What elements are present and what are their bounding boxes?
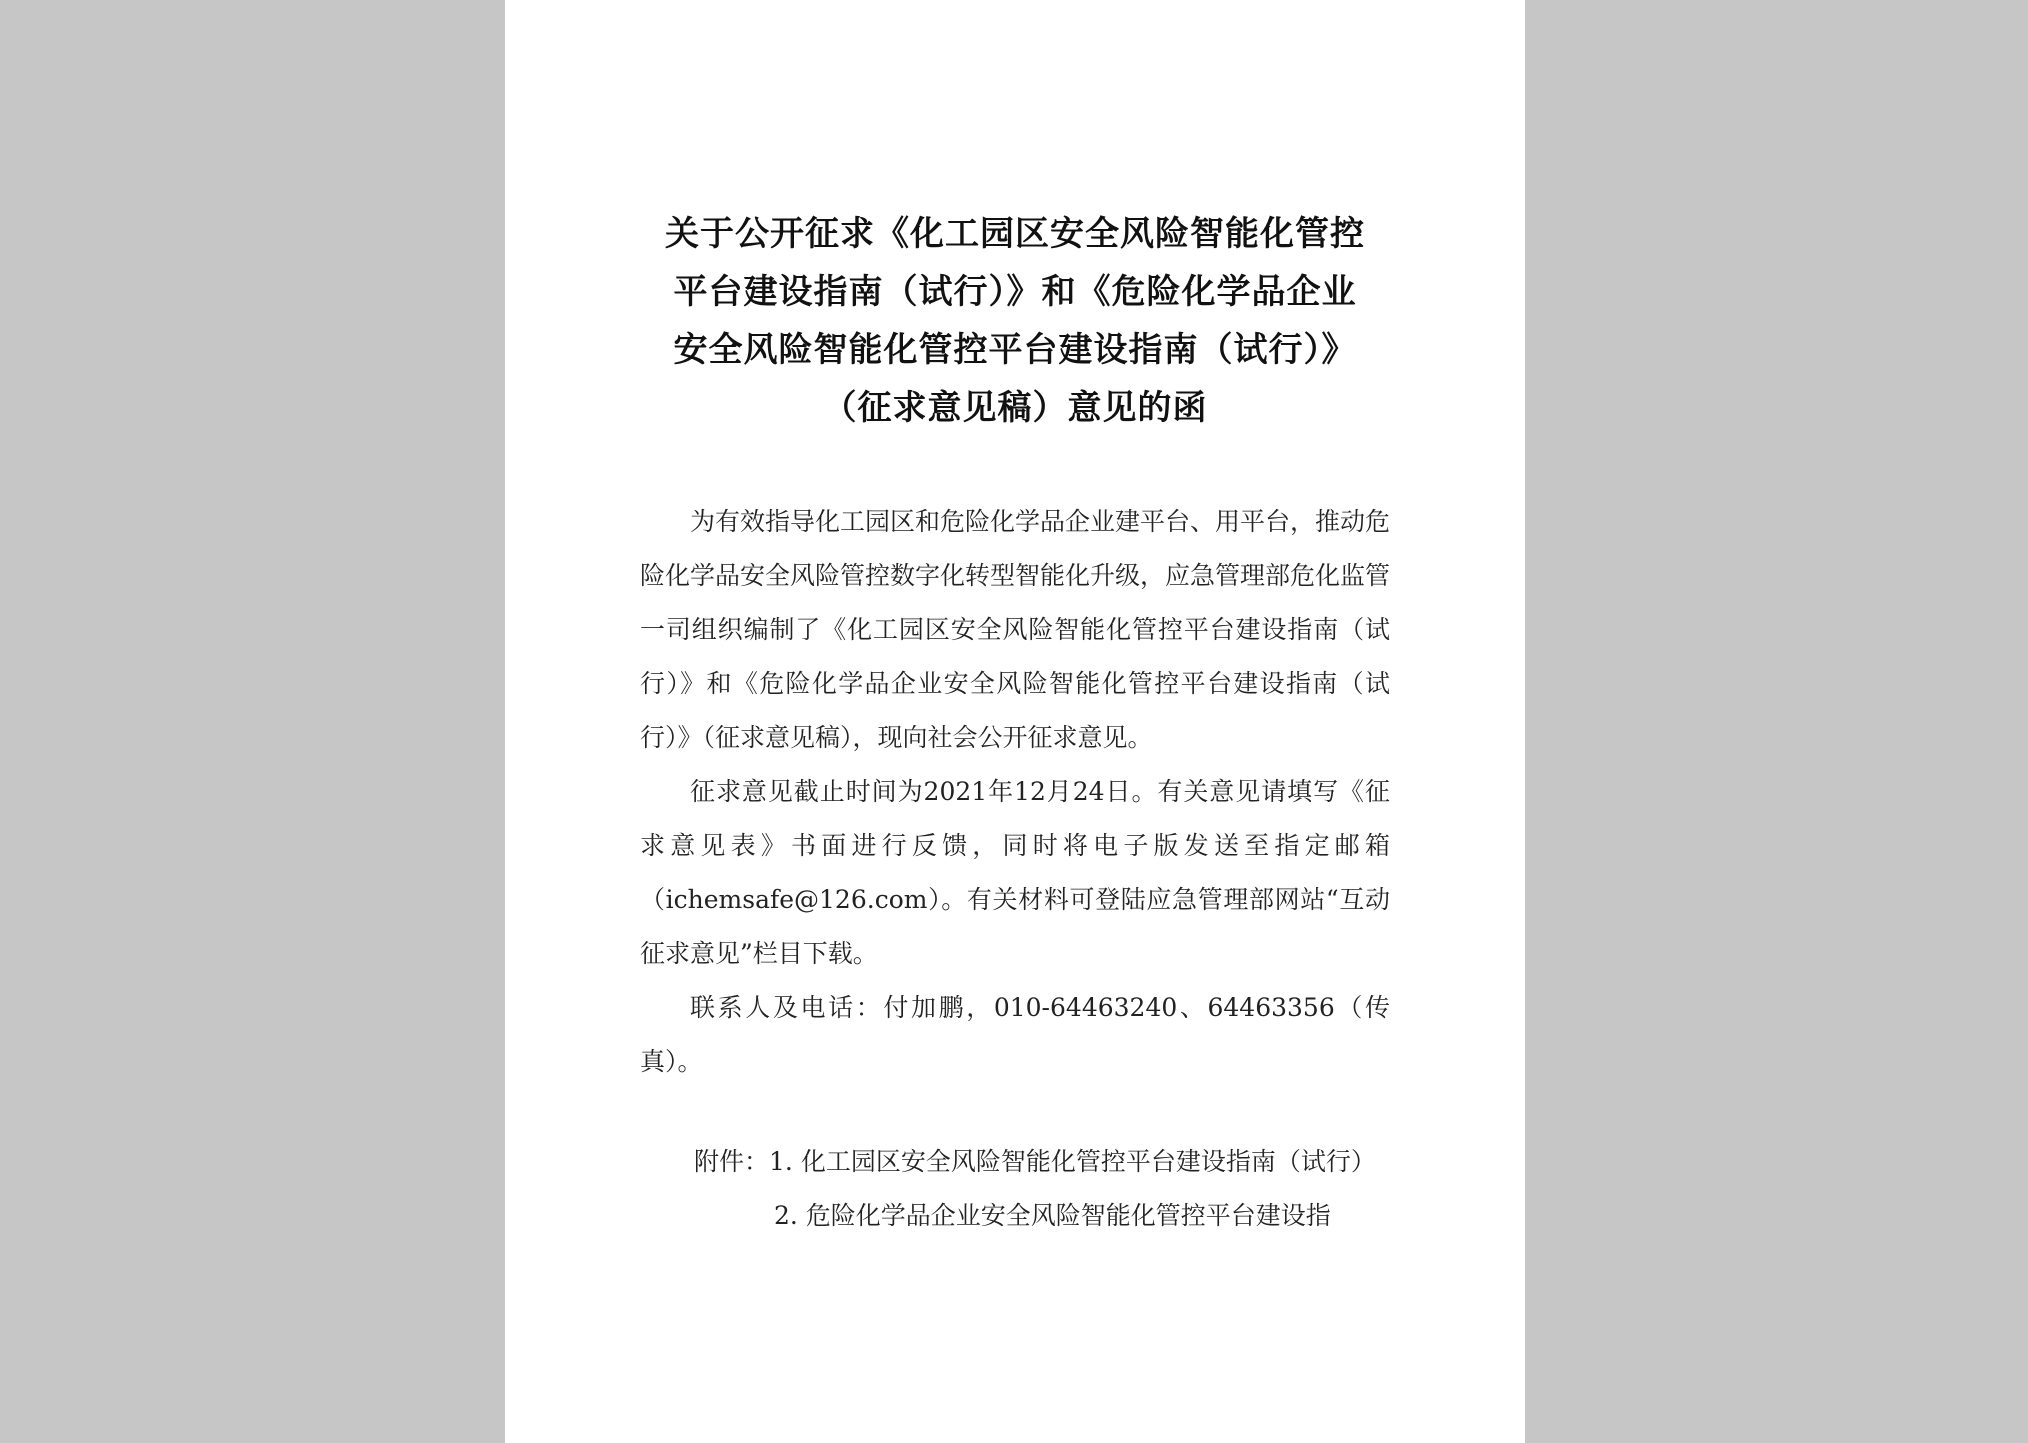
document-title	[640, 205, 1390, 437]
document-content	[640, 205, 1390, 1243]
body-paragraph: 为有效指导化工园区和危险化学品企业建平台、用平台，推动危险化学品安全风险管控数字化转型智能化升级，应急管理部危化监管一司组织编制了《化工园区安全风险智能化管控平台建设指南（试行）》和《危险化学品企业安全风险智能化管控平台建设指南（试行）》（征求意见稿），现向社会公开征求意见。	[640, 507, 1391, 752]
body-paragraph: 征求意见截止时间为2021年12月24日。有关意见请填写《征求意见表》书面进行反馈，同时将电子版发送至指定邮箱（ichemsafe@126.com）。有关材料可登陆应急管理部网站“互动 征求意见”栏目下载。	[640, 777, 1390, 968]
title-line: 平台建设指南（试行）》和《危险化学品企业	[673, 272, 1357, 312]
attachment-row	[640, 1135, 1390, 1189]
attachment-row	[640, 1189, 1390, 1243]
document-page	[505, 0, 1525, 1443]
attachments-section	[640, 1135, 1390, 1243]
attachment-item: 1. 化工园区安全风险智能化管控平台建设指南（试行）	[769, 1147, 1376, 1176]
attachments-label: 附件：	[694, 1147, 770, 1176]
attachment-item: 2. 危险化学品企业安全风险智能化管控平台建设指	[774, 1201, 1331, 1230]
contact-paragraph: 联系人及电话：付加鹏，010-64463240、64463356（传真）。	[640, 993, 1390, 1076]
title-line: （征求意见稿）意见的函	[822, 388, 1208, 428]
title-line: 关于公开征求《化工园区安全风险智能化管控	[665, 214, 1365, 254]
document-body	[640, 495, 1390, 1089]
title-line: 安全风险智能化管控平台建设指南（试行）》	[673, 330, 1357, 370]
